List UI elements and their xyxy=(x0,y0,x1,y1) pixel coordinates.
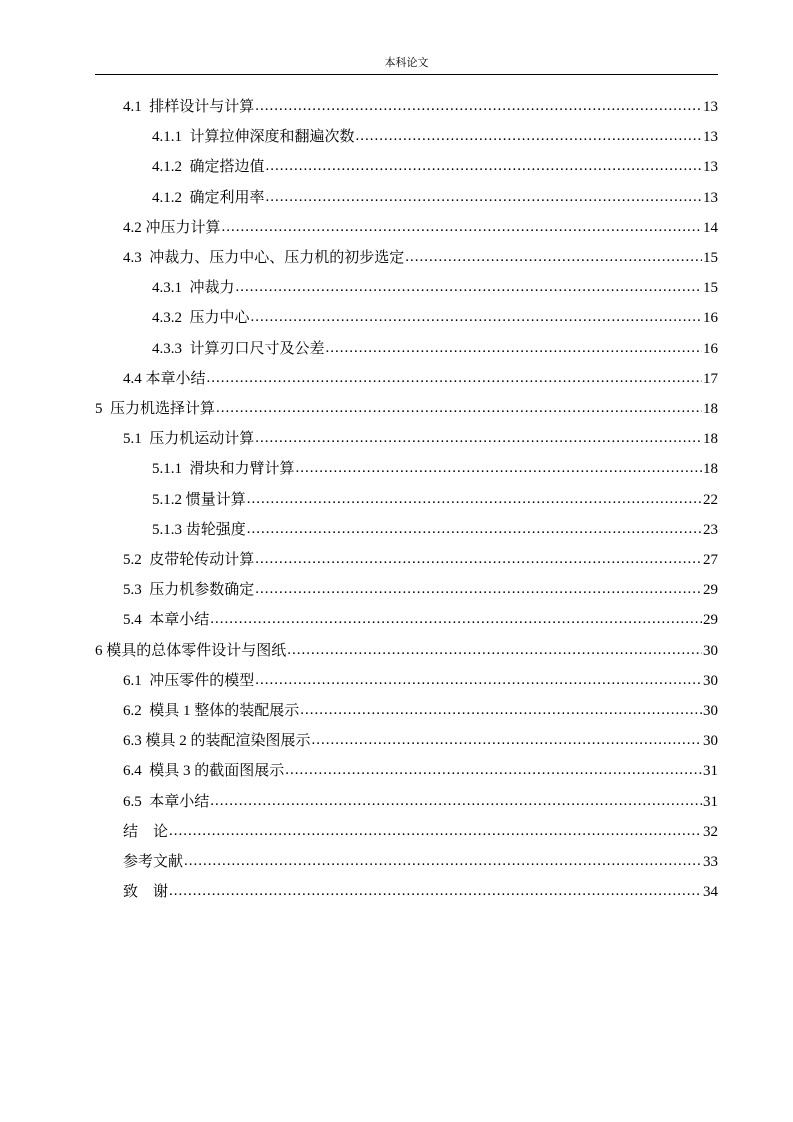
toc-entry-title: 5.2 皮带轮传动计算 xyxy=(123,552,255,568)
toc-entry-title: 6.1 冲压零件的模型 xyxy=(123,672,255,689)
toc-dot-leader xyxy=(222,212,702,242)
toc-entry-title: 5.1 压力机运动计算 xyxy=(123,431,255,448)
toc-entry-title: 5 压力机选择计算 xyxy=(95,401,216,417)
toc-entry-page-number: 31 xyxy=(703,763,718,780)
toc-entry[interactable] xyxy=(123,545,718,575)
toc-entry-title: 6.3 模具 2 的装配渲染图展示 xyxy=(123,733,311,750)
toc-dot-leader xyxy=(216,393,702,423)
toc-entry[interactable] xyxy=(152,454,718,484)
toc-entry-page-number: 18 xyxy=(703,461,718,478)
toc-entry-title: 4.1.2 确定搭边值 xyxy=(152,159,265,176)
toc-dot-leader xyxy=(266,182,702,212)
toc-entry-title: 4.2 冲压力计算 xyxy=(123,219,221,236)
toc-entry-page-number: 13 xyxy=(703,129,718,146)
toc-entry-title: 5.4 本章小结 xyxy=(123,612,210,629)
toc-dot-leader xyxy=(287,635,702,665)
toc-dot-leader xyxy=(300,695,702,725)
toc-entry-page-number: 31 xyxy=(703,793,718,810)
toc-entry-page-number: 15 xyxy=(703,280,718,297)
toc-dot-leader xyxy=(247,514,702,544)
toc-entry-page-number: 33 xyxy=(703,854,718,870)
toc-entry[interactable] xyxy=(123,364,718,394)
toc-entry[interactable] xyxy=(123,847,718,877)
toc-entry-page-number: 18 xyxy=(703,401,718,417)
toc-entry[interactable] xyxy=(123,756,718,786)
toc-dot-leader xyxy=(312,725,702,755)
toc-dot-leader xyxy=(236,272,702,302)
toc-dot-leader xyxy=(210,604,702,634)
toc-entry-page-number: 16 xyxy=(703,310,718,327)
toc-entry-title: 4.1.2 确定利用率 xyxy=(152,189,265,206)
toc-dot-leader xyxy=(266,151,702,181)
toc-entry-page-number: 13 xyxy=(703,99,718,115)
toc-entry[interactable] xyxy=(152,485,718,515)
toc-entry[interactable] xyxy=(95,636,718,666)
toc-entry-title: 5.3 压力机参数确定 xyxy=(123,582,255,599)
toc-entry-page-number: 30 xyxy=(703,642,718,659)
toc-entry-title: 4.4 本章小结 xyxy=(123,370,206,387)
toc-entry-page-number: 29 xyxy=(703,582,718,599)
toc-entry-page-number: 14 xyxy=(703,219,718,236)
toc-entry-page-number: 30 xyxy=(703,672,718,689)
toc-entry-page-number: 13 xyxy=(703,159,718,176)
toc-dot-leader xyxy=(169,876,702,906)
toc-entry-title: 4.1.1 计算拉伸深度和翻遍次数 xyxy=(152,129,355,146)
toc-entry[interactable] xyxy=(123,213,718,243)
toc-dot-leader xyxy=(356,121,702,151)
toc-entry[interactable] xyxy=(123,877,718,907)
toc-entry[interactable] xyxy=(152,515,718,545)
toc-entry-page-number: 17 xyxy=(703,370,718,387)
toc-entry-page-number: 22 xyxy=(703,491,718,508)
page-header: 本科论文 xyxy=(384,57,429,69)
toc-entry-title: 5.1.3 齿轮强度 xyxy=(152,521,246,538)
toc-entry-title: 4.3.1 冲裁力 xyxy=(152,280,235,297)
toc-dot-leader xyxy=(255,574,702,604)
toc-entry-title: 致 谢 xyxy=(123,884,169,901)
toc-entry[interactable] xyxy=(123,817,718,847)
toc-entry-page-number: 30 xyxy=(703,733,718,750)
toc-dot-leader xyxy=(255,544,702,574)
toc-dot-leader xyxy=(207,363,702,393)
toc-entry[interactable] xyxy=(152,303,718,333)
toc-entry[interactable] xyxy=(95,394,718,424)
toc-entry-title: 6 模具的总体零件设计与图纸 xyxy=(95,642,287,659)
toc-entry-title: 4.3.3 计算刃口尺寸及公差 xyxy=(152,340,325,357)
toc-dot-leader xyxy=(210,786,702,816)
toc-entry-title: 参考文献 xyxy=(123,854,184,870)
toc-entry[interactable] xyxy=(152,183,718,213)
toc-entry[interactable] xyxy=(123,666,718,696)
toc-dot-leader xyxy=(405,242,702,272)
toc-dot-leader xyxy=(255,423,702,453)
toc-entry[interactable] xyxy=(123,243,718,273)
toc-entry-title: 5.1.2 惯量计算 xyxy=(152,491,246,508)
toc-entry-page-number: 30 xyxy=(703,703,718,719)
toc-entry-title: 结 论 xyxy=(123,823,169,840)
toc-entry[interactable] xyxy=(123,92,718,122)
toc-entry-page-number: 16 xyxy=(703,340,718,357)
toc-dot-leader xyxy=(255,91,702,121)
toc-entry-page-number: 32 xyxy=(703,823,718,840)
toc-entry-page-number: 18 xyxy=(703,431,718,448)
toc-entry-page-number: 13 xyxy=(703,189,718,206)
toc-dot-leader xyxy=(247,484,702,514)
toc-entry-title: 4.1 排样设计与计算 xyxy=(123,99,255,115)
toc-entry-page-number: 27 xyxy=(703,552,718,568)
toc-entry[interactable] xyxy=(152,122,718,152)
toc-entry-page-number: 15 xyxy=(703,250,718,266)
toc-entry-title: 4.3 冲裁力、压力中心、压力机的初步选定 xyxy=(123,250,405,266)
toc-entry[interactable] xyxy=(123,696,718,726)
toc-entry[interactable] xyxy=(123,787,718,817)
toc-dot-leader xyxy=(326,333,702,363)
toc-entry-title: 6.5 本章小结 xyxy=(123,793,210,810)
toc-entry-page-number: 29 xyxy=(703,612,718,629)
toc-entry[interactable] xyxy=(123,424,718,454)
toc-entry[interactable] xyxy=(123,726,718,756)
toc-entry[interactable] xyxy=(123,605,718,635)
toc-entry[interactable] xyxy=(152,273,718,303)
toc-dot-leader xyxy=(285,755,702,785)
toc-entry-page-number: 34 xyxy=(703,884,718,901)
toc-entry[interactable] xyxy=(152,152,718,182)
toc-entry[interactable] xyxy=(123,575,718,605)
toc-entry-title: 5.1.1 滑块和力臂计算 xyxy=(152,461,295,478)
toc-dot-leader xyxy=(251,302,702,332)
header-divider xyxy=(95,74,718,75)
toc-entry[interactable] xyxy=(152,334,718,364)
toc-entry-page-number: 23 xyxy=(703,521,718,538)
toc-entry-title: 4.3.2 压力中心 xyxy=(152,310,250,327)
toc-dot-leader xyxy=(296,453,702,483)
toc-dot-leader xyxy=(184,846,702,876)
toc-entry-title: 6.2 模具 1 整体的装配展示 xyxy=(123,703,300,719)
toc-entry-title: 6.4 模具 3 的截面图展示 xyxy=(123,763,285,780)
toc-dot-leader xyxy=(169,816,702,846)
toc-dot-leader xyxy=(255,665,702,695)
